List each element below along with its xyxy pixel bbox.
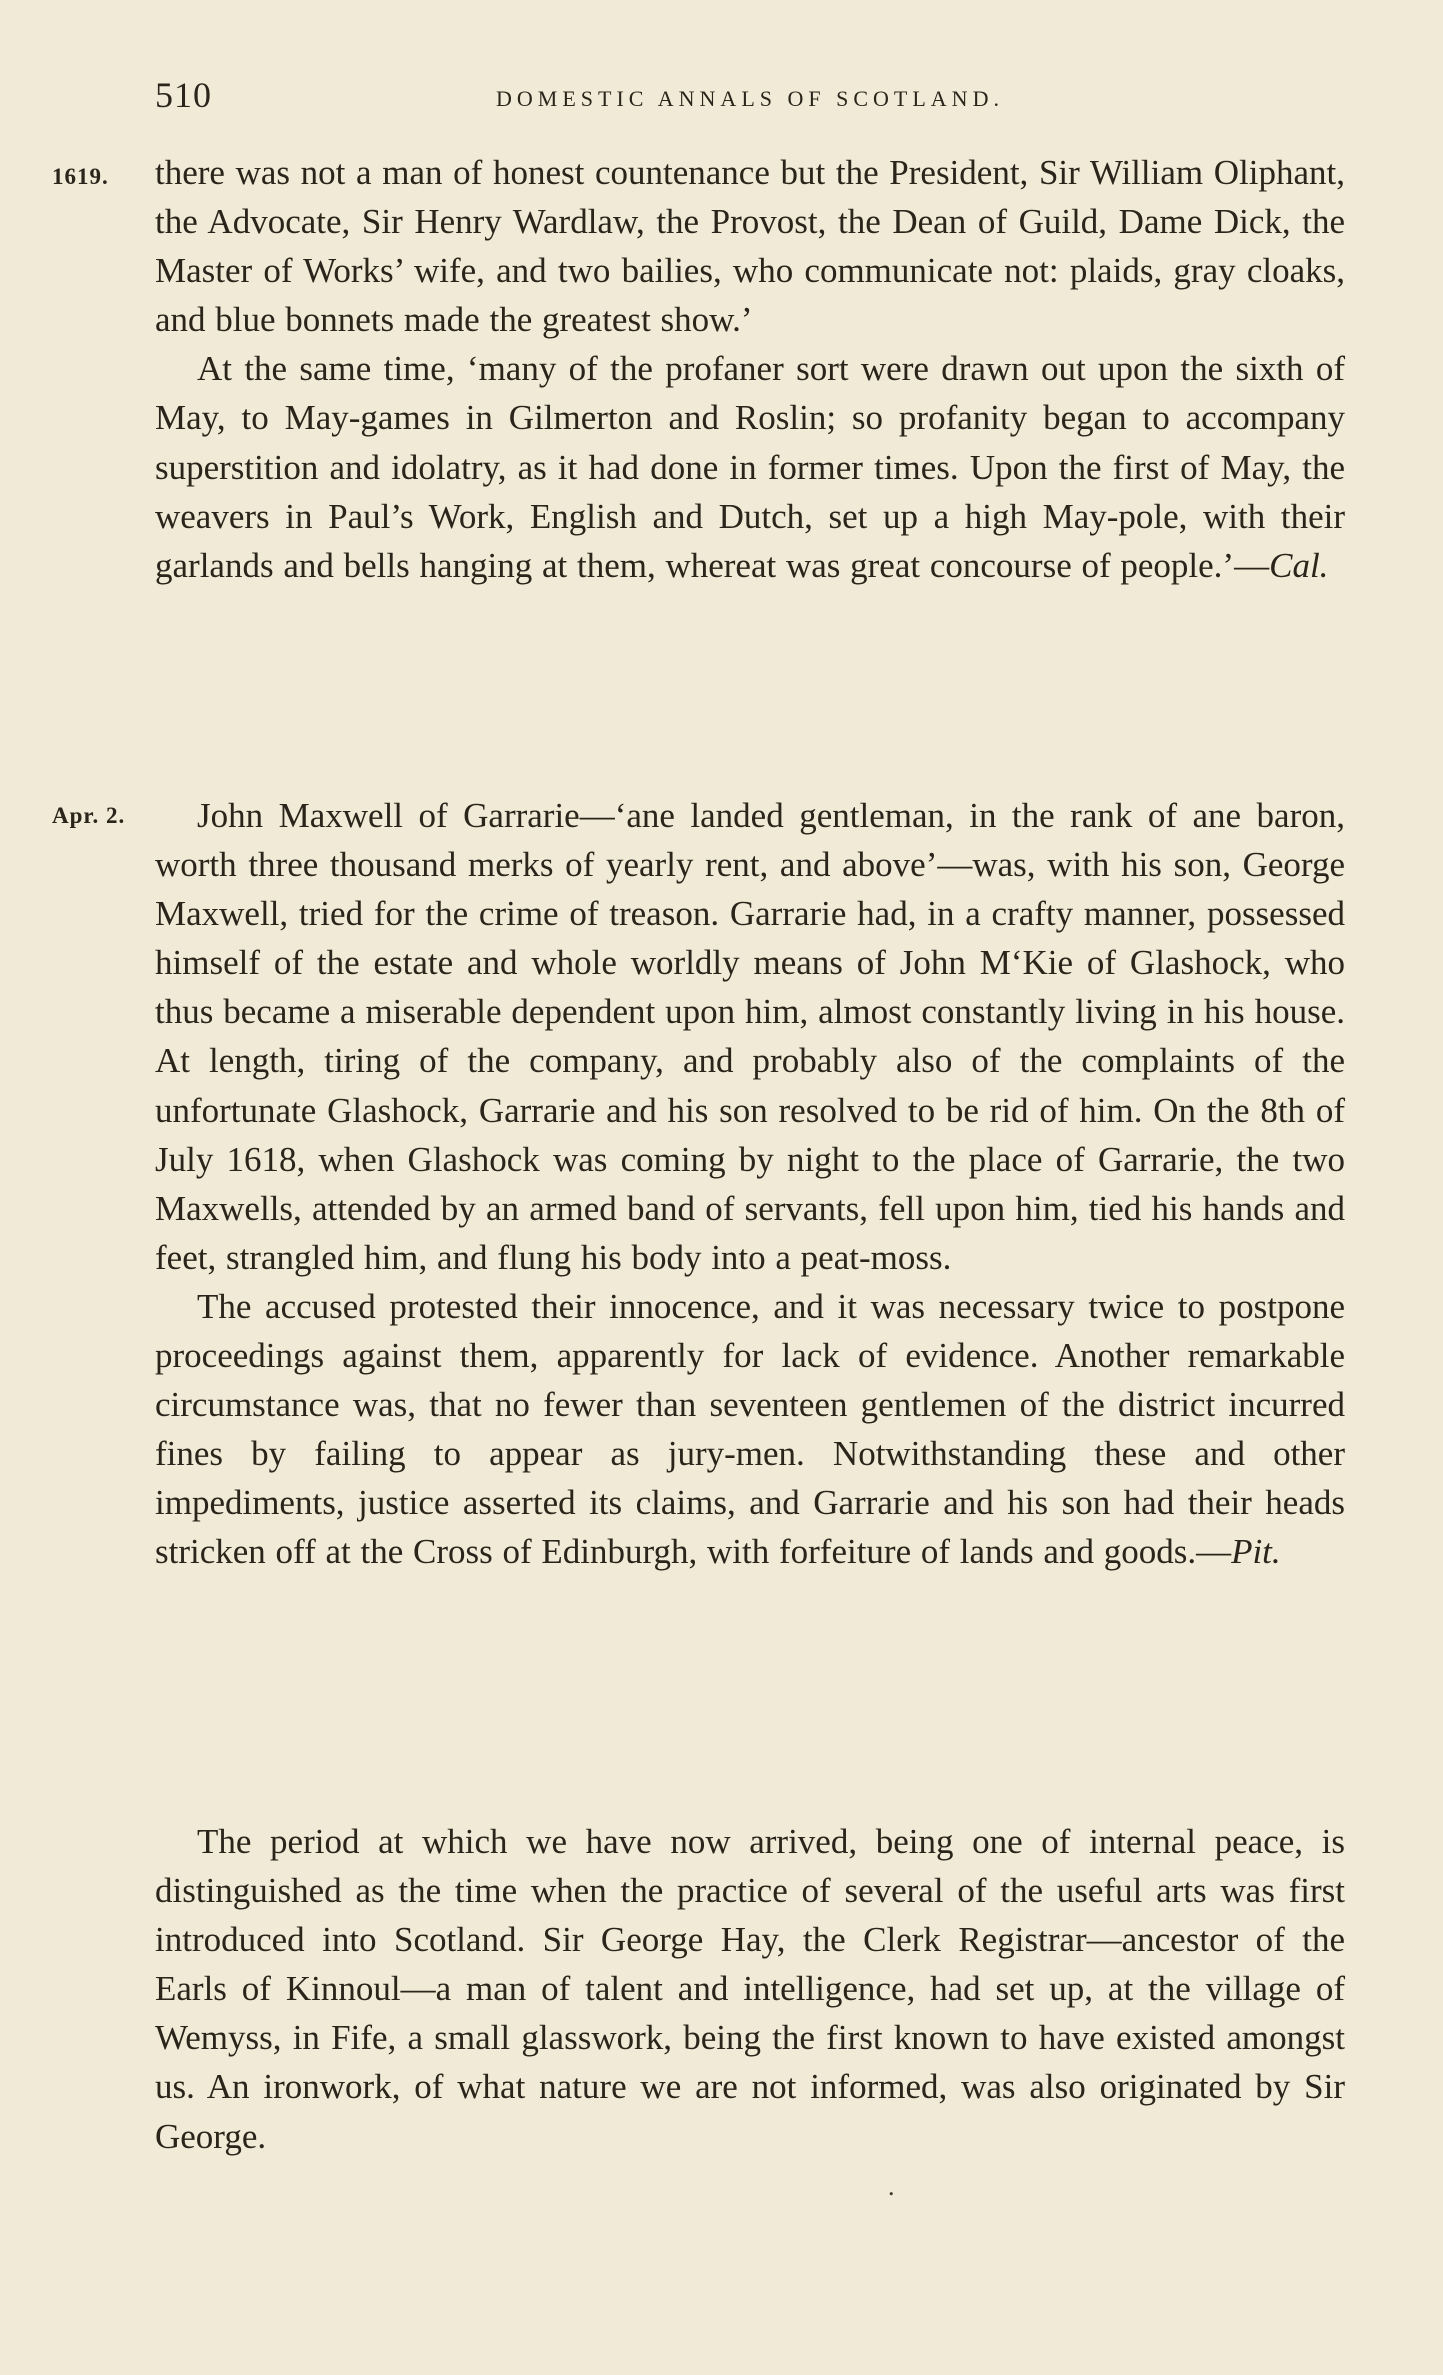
paragraph: The period at which we have now arrived, being one of internal peace, is distinguished as the time when the practice of several of the useful arts was first introduced into Scotland. Sir George Hay, the Clerk Registrar—ancestor of the Earls of Kinnoul—a man of talent and intelligence, had set up, at the village of Wemyss, in Fife, a small glasswork, being the first known to have existed amongst us. An ironwork, of what nature we are not informed, was also originated by Sir George. — [155, 1822, 1345, 2156]
section-1 — [155, 148, 1345, 590]
paragraph-text: At the same time, ‘many of the profaner sort were drawn out upon the sixth of May, to May-games in Gilmerton and Roslin; so profanity began to accompany superstition and idolatry, as it had done in former times. Upon the first of May, the weavers in Paul’s Work, English and Dutch, set up a high May-pole, with their garlands and bells hanging at them, whereat was great concourse of people.’— — [155, 349, 1345, 585]
paragraph: there was not a man of honest countenance but the President, Sir William Oliphant, the Advocate, Sir Henry Wardlaw, the Provost, the Dean of Guild, Dame Dick, the Master of Works’ wife, and two bailies, who communicate not: plaids, gray cloaks, and blue bonnets made the greatest show.’ — [155, 153, 1345, 340]
section-2 — [155, 791, 1345, 1577]
source-citation: Pit. — [1231, 1532, 1281, 1572]
margin-note-year: 1619. — [52, 164, 109, 189]
paragraph-text: The accused protested their innocence, and it was necessary twice to postpone proceedings against them, apparently for lack of evidence. Another remarkable circumstance was, that no fewer than seventeen gentlemen of the district incurred fines by failing to appear as jury-men. Notwithstanding these and other impediments, justice asserted its claims, and Garrarie and his son had their heads stricken off at the Cross of Edinburgh, with forfeiture of lands and goods.— — [155, 1286, 1345, 1572]
paragraph: John Maxwell of Garrarie—‘ane landed gentleman, in the rank of ane baron, worth three thousand merks of yearly rent, and above’—was, with his son, George Maxwell, tried for the crime of treason. Garrarie had, in a crafty manner, possessed himself of the estate and whole worldly means of John M‘Kie of Glashock, who thus became a miserable dependent upon him, almost constantly living in his house. At length, tiring of the company, and probably also of the complaints of the unfortunate Glashock, Garrarie and his son resolved to be rid of him. On the 8th of July 1618, when Glashock was coming by night to the place of Garrarie, the two Maxwells, attended by an armed band of servants, fell upon him, tied his hands and feet, strangled him, and flung his body into a peat-moss. — [155, 796, 1345, 1277]
margin-note-date: Apr. 2. — [52, 803, 126, 828]
paragraph — [155, 344, 1345, 589]
running-head: DOMESTIC ANNALS OF SCOTLAND. — [496, 86, 1004, 111]
source-citation: Cal. — [1269, 545, 1329, 585]
page-number: 510 — [155, 75, 212, 115]
paragraph — [155, 1282, 1345, 1577]
stray-mark: . — [888, 2172, 895, 2201]
page-header — [155, 74, 1345, 134]
section-3 — [155, 1817, 1345, 2161]
